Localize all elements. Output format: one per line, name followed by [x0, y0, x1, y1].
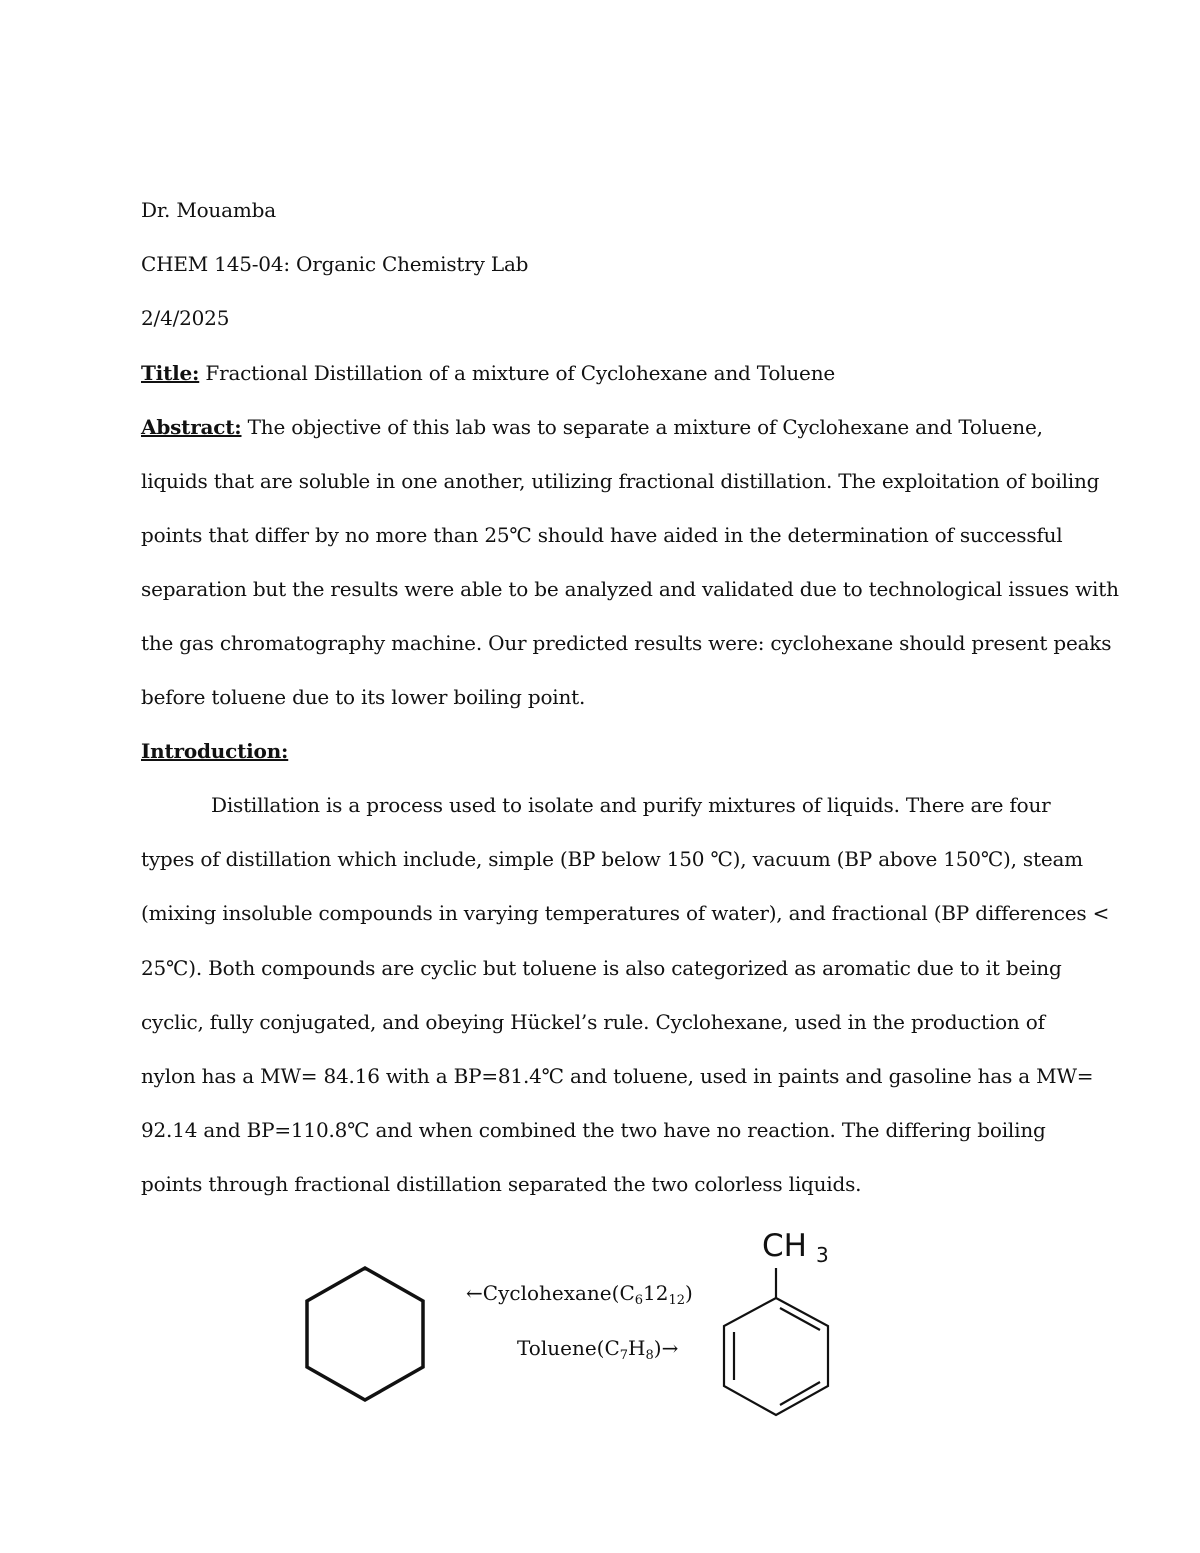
- abstract-line-3: points that differ by no more than 25℃ should have aided in the determination of successful: [141, 523, 1063, 547]
- intro-line-6: nylon has a MW= 84.16 with a BP=81.4℃ and toluene, used in paints and gasoline has a MW=: [141, 1064, 1094, 1088]
- introduction-heading: [141, 739, 288, 763]
- cyclohexane-sub-2: 12: [668, 1293, 686, 1308]
- title-line: [141, 361, 835, 385]
- title-label: Title:: [141, 361, 200, 385]
- toluene-mid: H: [628, 1336, 646, 1360]
- intro-line-1: Distillation is a process used to isolate and purify mixtures of liquids. There are four: [211, 793, 1051, 817]
- intro-line-3: (mixing insoluble compounds in varying temperatures of water), and fractional (BP differences <: [141, 901, 1110, 925]
- toluene-end: ): [653, 1336, 662, 1360]
- abstract-line-4: separation but the results were able to be analyzed and validated due to technological issues with: [141, 577, 1119, 601]
- abstract-line-2: liquids that are soluble in one another, utilizing fractional distillation. The exploitation of boiling: [141, 469, 1100, 493]
- introduction-label: Introduction:: [141, 739, 289, 763]
- intro-line-2: types of distillation which include, simple (BP below 150 ℃), vacuum (BP above 150℃), steam: [141, 847, 1083, 871]
- toluene-sub-2: 8: [645, 1348, 654, 1363]
- title-text: Fractional Distillation of a mixture of Cyclohexane and Toluene: [205, 361, 836, 385]
- cyclohexane-mid: 12: [643, 1281, 669, 1305]
- course-name: CHEM 145-04: Organic Chemistry Lab: [141, 252, 529, 276]
- cyclohexane-structure-icon: [300, 1260, 430, 1405]
- cyclohexane-end: ): [685, 1281, 693, 1305]
- instructor-name: Dr. Mouamba: [141, 198, 276, 222]
- toluene-arrow: →: [661, 1336, 679, 1360]
- cyclohexane-name: Cyclohexane(C: [482, 1281, 635, 1305]
- report-date: 2/4/2025: [141, 306, 230, 330]
- intro-line-8: points through fractional distillation separated the two colorless liquids.: [141, 1172, 862, 1196]
- methyl-label: CH: [762, 1228, 807, 1264]
- methyl-sub: 3: [816, 1243, 829, 1267]
- abstract-text-1: The objective of this lab was to separate a mixture of Cyclohexane and Toluene,: [247, 415, 1043, 439]
- intro-line-5: cyclic, fully conjugated, and obeying Hückel’s rule. Cyclohexane, used in the production of: [141, 1010, 1045, 1034]
- abstract-line-1: [141, 415, 1043, 439]
- intro-line-4: 25℃). Both compounds are cyclic but toluene is also categorized as aromatic due to it being: [141, 956, 1062, 980]
- abstract-line-5: the gas chromatography machine. Our predicted results were: cyclohexane should present peaks: [141, 631, 1112, 655]
- abstract-label: Abstract:: [141, 415, 242, 439]
- abstract-line-6: before toluene due to its lower boiling point.: [141, 685, 586, 709]
- toluene-name: Toluene(C: [517, 1336, 620, 1360]
- cyclohexane-sub-1: 6: [634, 1293, 644, 1308]
- cyclohexane-arrow: ←: [466, 1281, 483, 1305]
- intro-line-7: 92.14 and BP=110.8℃ and when combined the two have no reaction. The differing boiling: [141, 1118, 1046, 1142]
- toluene-caption: [517, 1336, 679, 1363]
- toluene-structure-icon: [710, 1222, 850, 1422]
- toluene-sub-1: 7: [619, 1348, 629, 1363]
- cyclohexane-caption: [466, 1281, 693, 1308]
